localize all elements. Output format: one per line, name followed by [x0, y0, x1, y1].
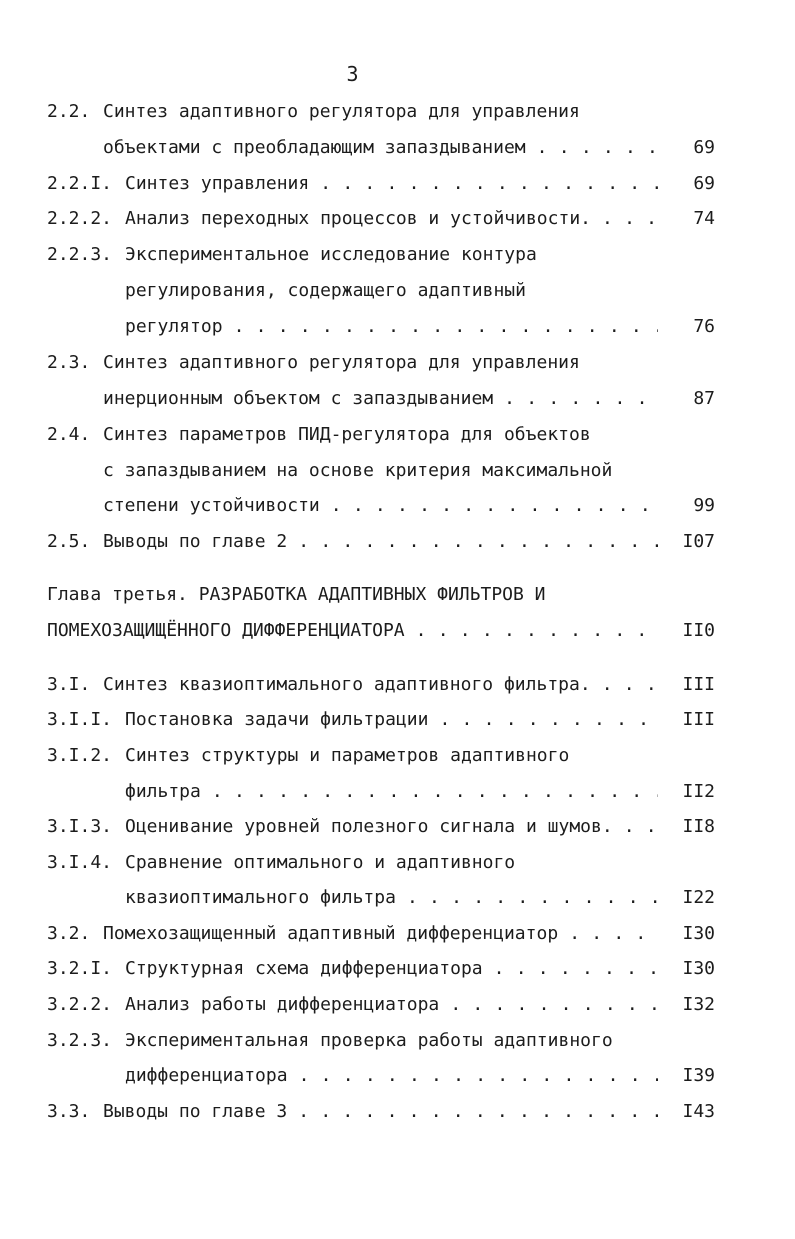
entry-title-line: Синтез адаптивного регулятора для управления — [103, 352, 580, 373]
entry-title-line: инерционным объектом с запаздыванием . . . — [103, 381, 658, 417]
entry-title-line: Экспериментальная проверка работы адаптивного — [125, 1030, 613, 1051]
entry-title-line: Оценивание уровней полезного сигнала и шумов. . . . — [125, 809, 658, 845]
entry-page-number: II8 — [682, 816, 715, 837]
section-number: 2.2.2. — [47, 208, 113, 229]
entry-title-line: Синтез адаптивного регулятора для управления — [103, 101, 580, 122]
entry-page-number: I30 — [682, 958, 715, 979]
section-number: 3.I.3. — [47, 816, 113, 837]
entry-title-line: регулирования, содержащего адаптивный — [125, 280, 526, 301]
entry-title-line: Экспериментальное исследование контура — [125, 244, 537, 265]
entry-title-line: Анализ переходных процессов и устойчивости. . . . — [125, 201, 658, 237]
section-number: 3.2.2. — [47, 994, 113, 1015]
entry-title-line: Структурная схема дифференциатора . . . — [125, 951, 658, 987]
entry-title-line: Синтез параметров ПИД-регулятора для объектов — [103, 424, 591, 445]
entry-page-number: III — [682, 709, 715, 730]
entry-page-number: 99 — [693, 495, 715, 516]
entry-title-line: квазиоптимального фильтра . . . — [125, 880, 658, 916]
entry-page-number: 69 — [693, 173, 715, 194]
entry-title-line: Синтез квазиоптимального адаптивного фильтра. . . . — [103, 667, 658, 703]
page-number: 3 — [346, 62, 359, 86]
entry-page-number: II0 — [682, 620, 715, 641]
entry-page-number: I30 — [682, 923, 715, 944]
section-number: 2.2. — [47, 101, 91, 122]
entry-page-number: I39 — [682, 1065, 715, 1086]
entry-page-number: 69 — [693, 137, 715, 158]
entry-title-line: Постановка задачи фильтрации . . . — [125, 702, 658, 738]
section-number: 3.2. — [47, 923, 91, 944]
entry-title-line: Помехозащищенный адаптивный дифференциатор . . . — [103, 916, 658, 952]
entry-title-line: регулятор . . . — [125, 309, 658, 345]
entry-page-number: II2 — [682, 781, 715, 802]
entry-title-line: Синтез управления . . . — [125, 166, 658, 202]
section-number: 3.2.I. — [47, 958, 113, 979]
section-number: 2.4. — [47, 424, 91, 445]
entry-page-number: 76 — [693, 316, 715, 337]
section-number: 3.I.I. — [47, 709, 113, 730]
entry-title-line: Анализ работы дифференциатора . . . — [125, 987, 658, 1023]
section-number: 3.I. — [47, 674, 91, 695]
section-number: 2.2.I. — [47, 173, 113, 194]
entry-title-line: дифференциатора . . . — [125, 1058, 658, 1094]
entry-title-line: Синтез структуры и параметров адаптивного — [125, 745, 570, 766]
section-number: 3.2.3. — [47, 1030, 113, 1051]
entry-title-line: с запаздыванием на основе критерия максимальной — [103, 460, 613, 481]
section-number: 3.3. — [47, 1101, 91, 1122]
entry-page-number: 87 — [693, 388, 715, 409]
section-number: 2.2.3. — [47, 244, 113, 265]
entry-page-number: 74 — [693, 208, 715, 229]
entry-title-line: Выводы по главе 2 . . . — [103, 524, 658, 560]
entry-page-number: III — [682, 674, 715, 695]
entry-title-line: Сравнение оптимального и адаптивного — [125, 852, 516, 873]
entry-page-number: I32 — [682, 994, 715, 1015]
entry-title-line: объектами с преобладающим запаздыванием . . . — [103, 130, 658, 166]
entry-page-number: I07 — [682, 531, 715, 552]
entry-title-line: фильтра . . . — [125, 774, 658, 810]
chapter-title-line: ПОМЕХОЗАЩИЩЁННОГО ДИФФЕРЕНЦИАТОРА . . . — [47, 613, 658, 649]
entry-page-number: I22 — [682, 887, 715, 908]
section-number: 2.3. — [47, 352, 91, 373]
entry-page-number: I43 — [682, 1101, 715, 1122]
section-number: 3.I.4. — [47, 852, 113, 873]
section-number: 2.5. — [47, 531, 91, 552]
section-number: 3.I.2. — [47, 745, 113, 766]
entry-title-line: Выводы по главе 3 . . . — [103, 1094, 658, 1130]
chapter-title-line: Глава третья. РАЗРАБОТКА АДАПТИВНЫХ ФИЛЬТРОВ И — [47, 584, 546, 605]
entry-title-line: степени устойчивости . . . — [103, 488, 658, 524]
